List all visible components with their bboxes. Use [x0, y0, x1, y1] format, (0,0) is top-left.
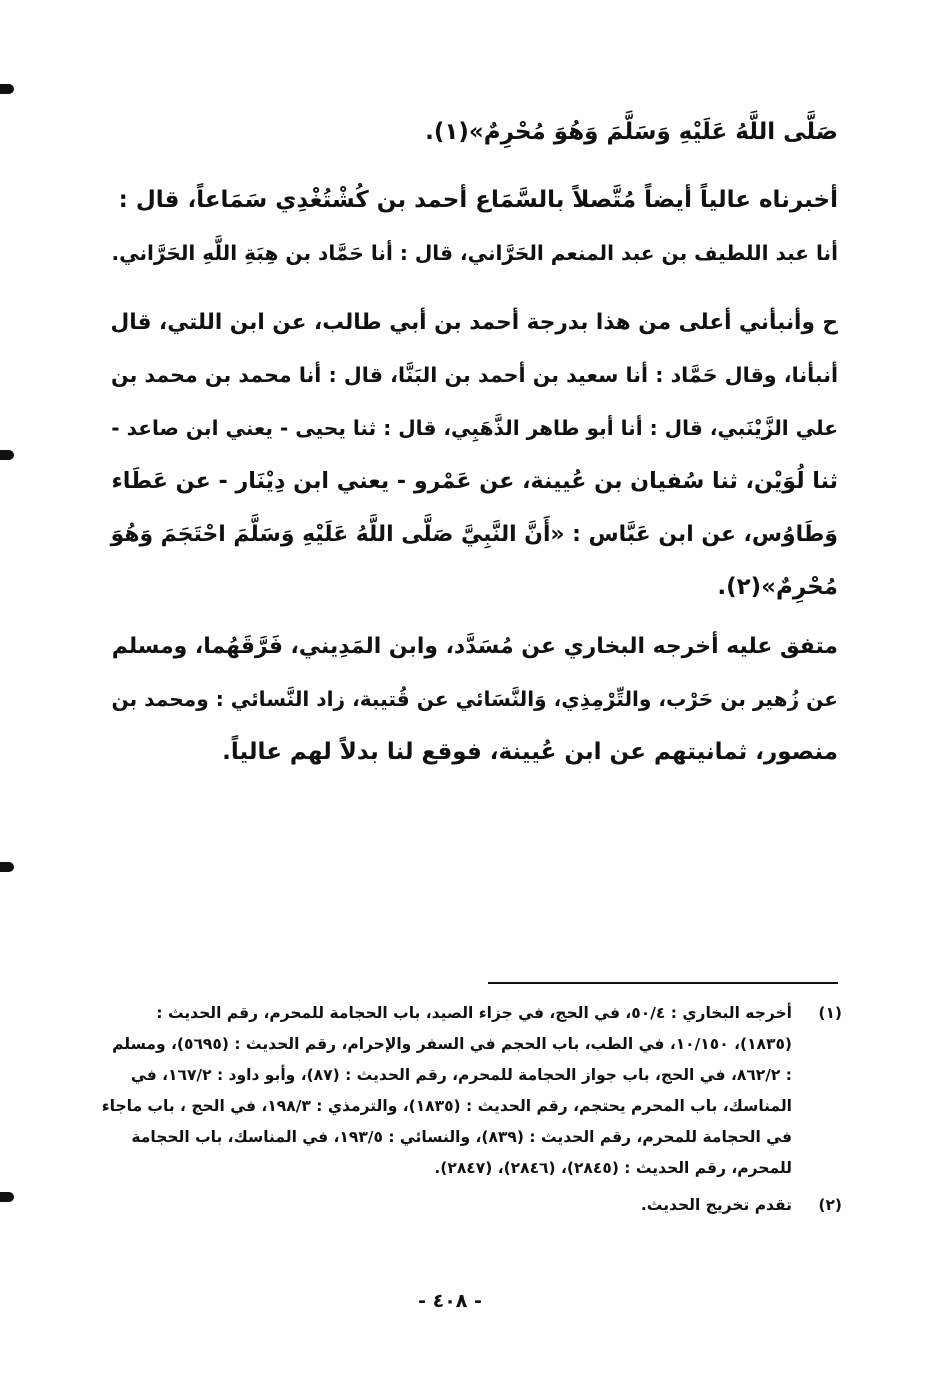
footnote-line: أخرجه البخاري : ٥٠/٤، في الحج، في جزاء الصيد، باب الحجامة للمحرم، رقم الحديث :	[156, 1004, 792, 1022]
scan-margin-mark	[0, 862, 14, 872]
text-line	[96, 296, 838, 349]
footnote-line: (١٨٣٥)، ١٠/١٥٠، في الطب، باب الحجم في السفر والإحرام، رقم الحديث : (٥٦٩٥)، ومسلم	[112, 1035, 792, 1053]
text-line	[96, 174, 838, 227]
paragraph-hadith-ending	[96, 106, 838, 159]
footnote-body	[96, 1190, 792, 1221]
footnote-2	[96, 1190, 842, 1221]
text-line-rest: أعلى من هذا بدرجة أحمد بن أبي طالب، عن ابن اللتي، قال	[110, 310, 740, 335]
footnote-line: في الحجامة للمحرم، رقم الحديث : (٨٣٩)، والنسائي : ١٩٣/٥، في المناسك، باب الحجامة	[131, 1128, 792, 1146]
paragraph-isnad-2	[96, 296, 838, 614]
scan-margin-mark	[0, 84, 14, 94]
scan-margin-mark	[0, 1192, 14, 1202]
text-line: مُحْرِمٌ»(٢).	[717, 574, 838, 600]
page-number: - ٤٠٨ -	[418, 1290, 482, 1312]
text-line: عن زُهير بن حَرْب، والتِّرْمِذِي، وَالنَّسَائي عن قُتيبة، زاد النَّسائي : ومحمد بن	[111, 687, 838, 711]
scan-margin-mark	[0, 450, 14, 460]
paragraph-lead-word: ح وأنبأني	[739, 310, 838, 335]
footnote-line: للمحرم، رقم الحديث : (٢٨٤٥)، (٢٨٤٦)، (٢٨٤٧).	[434, 1159, 792, 1177]
footnote-separator	[488, 982, 838, 984]
text-line: ثنا لُوَيْن، ثنا سُفيان بن عُيينة، عن عَمْرو - يعني ابن دِيْنَار - عن عَطَاء	[111, 468, 838, 494]
text-line-rest: عالياً أيضاً مُتَّصلاً بالسَّمَاع أحمد بن كُشْتُغْدِي سَمَاعاً، قال :	[118, 187, 759, 213]
text-line: أنبأنا، وقال حَمَّاد : أنا سعيد بن أحمد بن البَنَّا، قال : أنا محمد بن محمد بن	[111, 363, 838, 387]
text-line: منصور، ثمانيتهم عن ابن عُيينة، فوقع لنا بدلاً لهم عالياً.	[222, 739, 838, 765]
paragraph-isnad-1	[96, 174, 838, 280]
footnote-number: (١)	[818, 1004, 842, 1022]
footnotes	[96, 998, 842, 1221]
text-line: صَلَّى اللَّهُ عَلَيْهِ وَسَلَّمَ وَهُوَ مُحْرِمٌ»(١).	[425, 119, 838, 145]
footnote-number: (٢)	[818, 1196, 842, 1214]
footnote-line: : ٨٦٢/٢، في الحج، باب جواز الحجامة للمحرم، رقم الحديث : (٨٧)، وأبو داود : ١٦٧/٢، في	[130, 1066, 792, 1084]
text-line: متفق عليه أخرجه البخاري عن مُسَدَّد، وابن المَدِيني، فَرَّقَهُما، ومسلم	[111, 634, 838, 659]
footnote-body	[96, 998, 792, 1184]
footnote-1	[96, 998, 842, 1184]
footnote-line: تقدم تخريج الحديث.	[640, 1196, 792, 1214]
footnote-line: المناسك، باب المحرم يحتجم، رقم الحديث : (١٨٣٥)، والترمذي : ١٩٨/٣، في الحج ، باب ماجاء	[101, 1097, 792, 1115]
text-line: أنا عبد اللطيف بن عبد المنعم الحَرَّاني، قال : أنا حَمَّاد بن هِبَةِ اللَّهِ الحَرَّاني.	[111, 241, 838, 265]
text-line: علي الزَّيْنَبي، قال : أنا أبو طاهر الذَّهَبِي، قال : ثنا يحيى - يعني ابن صاعد -	[111, 416, 838, 440]
paragraph-takhrij	[96, 620, 838, 779]
paragraph-lead-word: أخبرناه	[758, 187, 838, 213]
text-line: وَطَاوُس، عن ابن عَبَّاس : «أَنَّ النَّبِيَّ صَلَّى اللَّهُ عَلَيْهِ وَسَلَّمَ احْتَجَمَ وَهُوَ	[110, 522, 838, 547]
